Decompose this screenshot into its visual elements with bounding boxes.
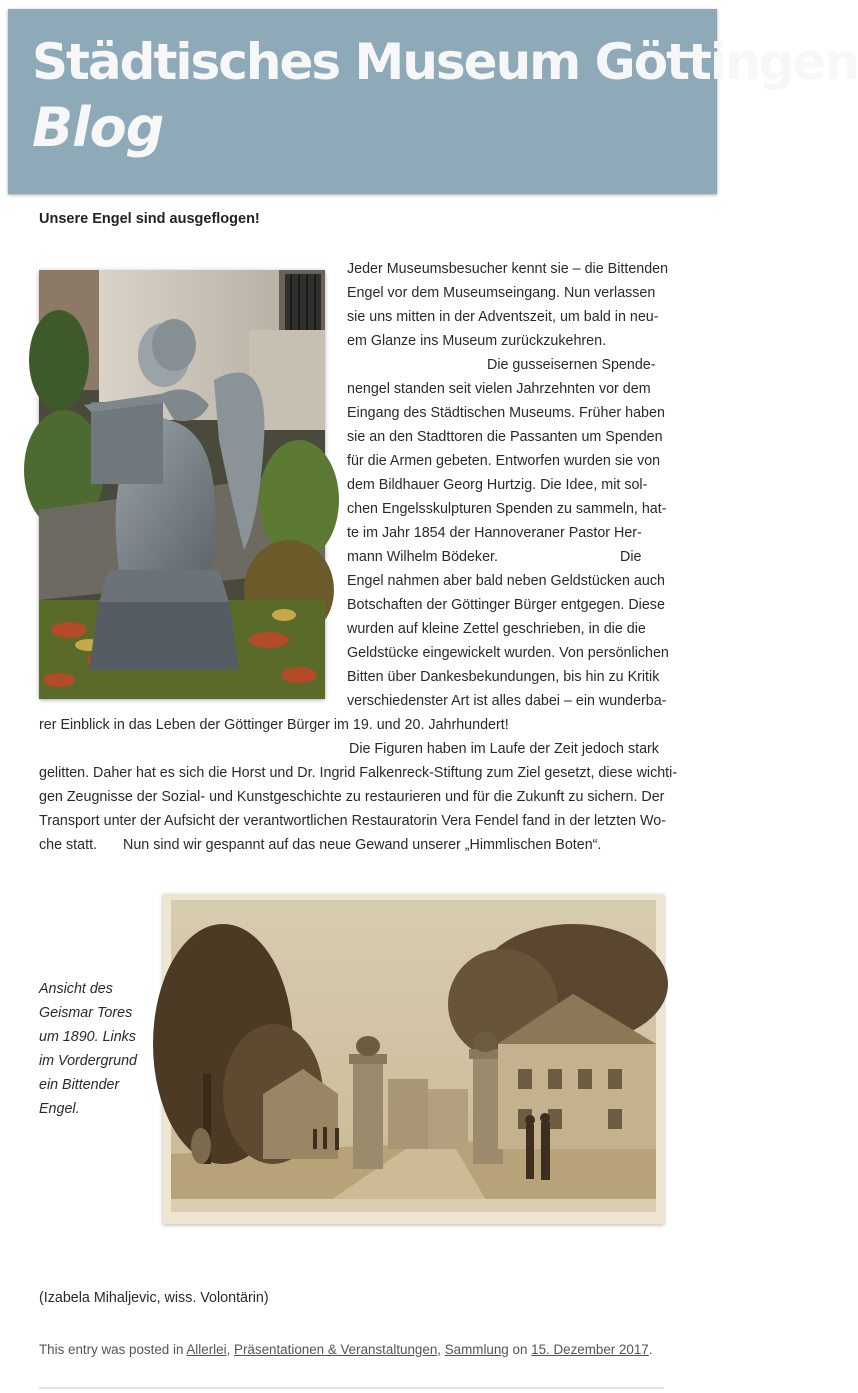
category-link-sammlung[interactable]: Sammlung	[444, 1342, 509, 1357]
body-line: Geldstücke eingewickelt wurden. Von persönlichen	[347, 645, 669, 661]
site-subtitle[interactable]: Blog	[32, 96, 164, 159]
body-line: Engel nahmen aber bald neben Geldstücken auch	[347, 573, 665, 589]
body-line: che statt.	[39, 837, 98, 853]
body-line: nengel standen seit vielen Jahrzehnten vor dem	[347, 381, 651, 397]
meta-prefix: This entry was posted in	[39, 1342, 184, 1357]
body-line: Die gusseisernen Spende-	[487, 357, 656, 373]
image-caption: im Vordergrund	[39, 1053, 138, 1069]
body-line: dem Bildhauer Georg Hurtzig. Die Idee, mit sol-	[347, 477, 648, 493]
body-line: sie uns mitten in der Adventszeit, um bald in neu-	[347, 309, 659, 325]
body-line: Engel vor dem Museumseingang. Nun verlassen	[347, 285, 656, 301]
body-line: rer Einblick in das Leben der Göttinger Bürger im 19. und 20. Jahrhundert!	[39, 717, 509, 733]
meta-separator: ,	[226, 1342, 231, 1357]
body-line: Jeder Museumsbesucher kennt sie – die Bittenden	[347, 261, 669, 277]
author-note: (Izabela Mihaljevic, wiss. Volontärin)	[39, 1290, 269, 1306]
post-title: Unsere Engel sind ausgeflogen!	[39, 211, 260, 227]
category-link-allerlei[interactable]: Allerlei	[186, 1342, 227, 1357]
meta-separator: ,	[437, 1342, 442, 1357]
body-line: Eingang des Städtischen Museums. Früher haben	[347, 405, 665, 421]
body-line: Die Figuren haben im Laufe der Zeit jedoch stark	[349, 741, 659, 757]
body-line: gelitten. Daher hat es sich die Horst und Dr. Ingrid Falkenreck-Stiftung zum Ziel gesetzt, diese wichti-	[39, 765, 678, 781]
post-date-link[interactable]: 15. Dezember 2017	[531, 1342, 649, 1357]
image-caption: um 1890. Links	[39, 1029, 136, 1045]
body-line: em Glanze ins Museum zurückzukehren.	[347, 333, 607, 349]
body-line: Bitten über Dankesbekundungen, bis hin zu Kritik	[347, 669, 660, 685]
category-link-praesentationen[interactable]: Präsentationen & Veranstaltungen	[234, 1342, 438, 1357]
body-line: te im Jahr 1854 der Hannoveraner Pastor Her-	[347, 525, 642, 541]
body-line: sie an den Stadttoren die Passanten um Spenden	[347, 429, 663, 445]
meta-end: .	[648, 1342, 653, 1357]
divider	[39, 1387, 664, 1389]
meta-on: on	[512, 1342, 528, 1357]
body-line: Botschaften der Göttinger Bürger entgegen. Diese	[347, 597, 665, 613]
image-caption: ein Bittender	[39, 1077, 120, 1093]
gate-photo[interactable]	[163, 894, 664, 1224]
image-caption: Ansicht des	[39, 981, 113, 997]
body-line: wurden auf kleine Zettel geschrieben, in die die	[347, 621, 646, 637]
post-meta	[39, 1342, 653, 1357]
body-line: Die	[620, 549, 642, 565]
body-line: chen Engelsskulpturen Spenden zu sammeln, hat-	[347, 501, 667, 517]
site-header[interactable]	[8, 9, 858, 194]
image-caption: Geismar Tores	[39, 1005, 133, 1021]
body-line: verschiedenster Art ist alles dabei – ein wunderba-	[347, 693, 667, 709]
body-line: Nun sind wir gespannt auf das neue Gewand unserer „Himmlischen Boten“.	[123, 837, 602, 853]
body-line: für die Armen gebeten. Entworfen wurden sie von	[347, 453, 661, 469]
body-line: mann Wilhelm Bödeker.	[347, 549, 498, 565]
body-line: gen Zeugnisse der Sozial- und Kunstgeschichte zu restaurieren und für die Zukunft zu sichern. Der	[39, 789, 665, 805]
angel-photo[interactable]	[39, 270, 325, 699]
image-caption: Engel.	[39, 1101, 80, 1117]
site-title[interactable]: Städtisches Museum Göttingen	[32, 33, 858, 91]
body-line: Transport unter der Aufsicht der verantwortlichen Restauratorin Vera Fendel fand in der letzten Wo-	[39, 813, 667, 829]
